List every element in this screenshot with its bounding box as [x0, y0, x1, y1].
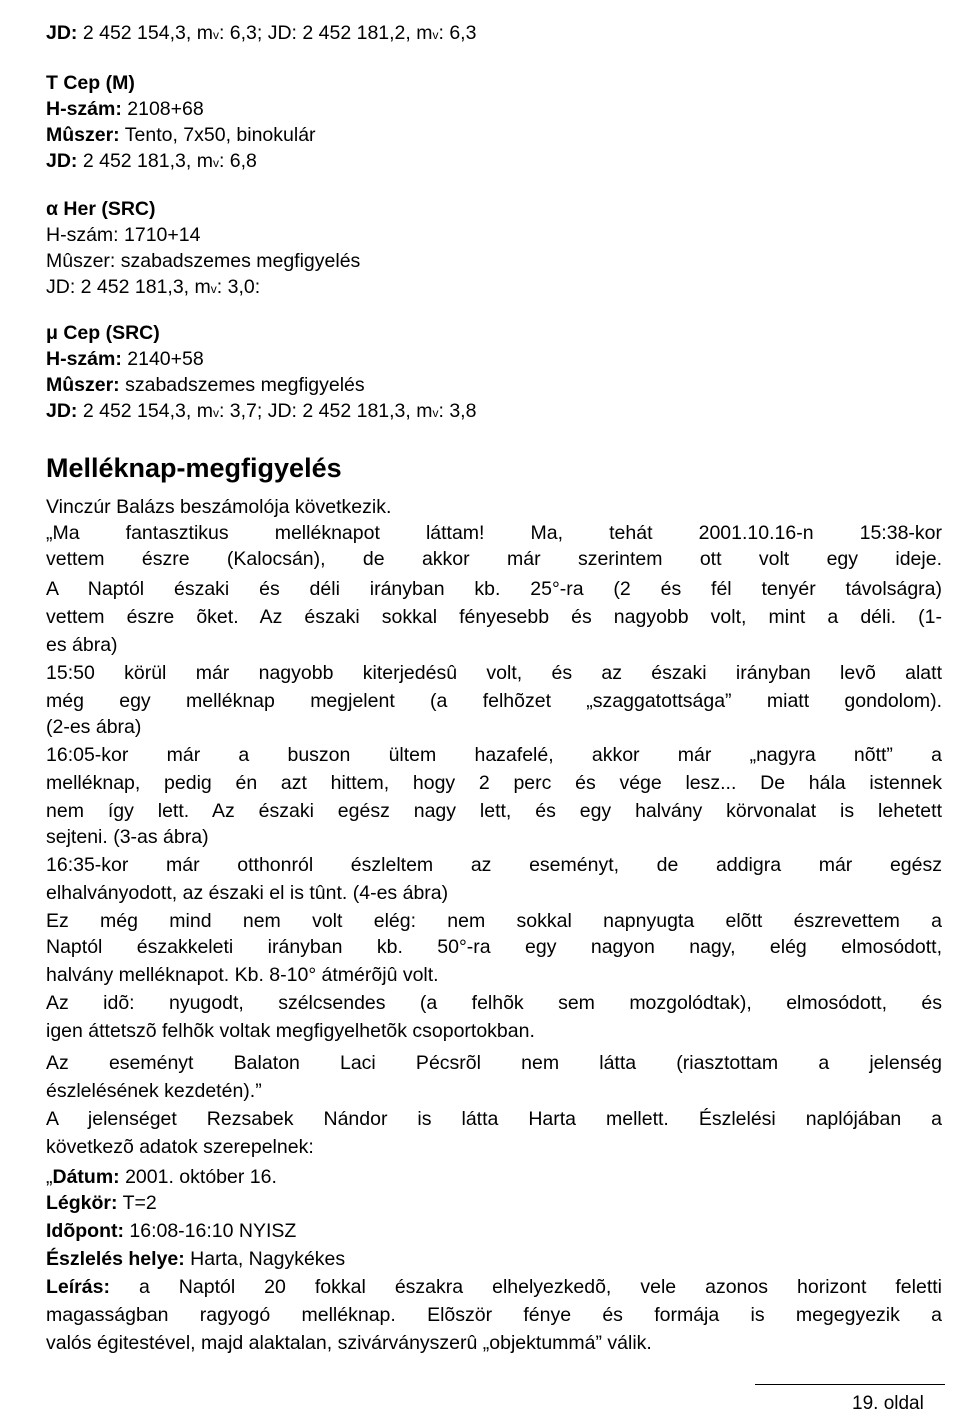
- subscript: v: [212, 156, 219, 170]
- tcep-jd: [46, 148, 257, 176]
- field-value: T=2: [117, 1192, 157, 1214]
- tcep-muszer: [46, 122, 316, 148]
- report-line: A Naptól északi és déli irányban kb. 25°-ra (2 és fél tenyér távolságra): [46, 578, 942, 600]
- field-value: 2 452 154,3, m: [77, 400, 213, 422]
- field-value: 2001. október 16.: [119, 1166, 277, 1188]
- report-line: „Ma fantasztikus melléknapot láttam! Ma, tehát 2001.10.16-n 15:38-kor: [46, 522, 942, 544]
- report-line: Naptól északkeleti irányban kb. 50°-ra egy nagyon nagy, elég elmosódott,: [46, 936, 942, 958]
- field-value: : 3,8: [438, 400, 477, 422]
- field-value: JD: 2 452 181,3, m: [46, 276, 211, 298]
- field-label: H-szám:: [46, 98, 122, 120]
- aher-muszer: Mûszer: szabadszemes megfigyelés: [46, 250, 361, 272]
- subscript: v: [432, 406, 439, 420]
- subscript: v: [212, 28, 219, 42]
- field-label: Mûszer:: [46, 374, 120, 396]
- field-value: : 3,7; JD: 2 452 181,3, m: [218, 400, 433, 422]
- star-name-aher: α Her (SRC): [46, 198, 156, 220]
- jd-label: JD:: [46, 22, 78, 44]
- field-value: 2108+68: [121, 98, 204, 120]
- report-line: (2-es ábra): [46, 716, 142, 738]
- subscript: v: [432, 28, 439, 42]
- log-place: [46, 1246, 345, 1272]
- field-value: 2140+58: [121, 348, 204, 370]
- field-label: Dátum:: [52, 1166, 120, 1188]
- tcep-hszam: [46, 96, 204, 122]
- field-label: H-szám:: [46, 348, 122, 370]
- report-line: 15:50 körül már nagyobb kiterjedésû volt, és az északi irányban levõ alatt: [46, 662, 942, 684]
- field-label: Légkör:: [46, 1192, 118, 1214]
- report-line: A jelenséget Rezsabek Nándor is látta Harta mellett. Észlelési naplójában a: [46, 1108, 942, 1130]
- log-desc-3: valós égitestével, majd alaktalan, szivárványszerû „objektummá” válik.: [46, 1332, 652, 1354]
- jd-value: : 6,3; JD: 2 452 181,2, m: [218, 22, 433, 44]
- field-value: Harta, Nagykékes: [184, 1248, 346, 1270]
- page-number: 19. oldal: [852, 1393, 924, 1414]
- report-line: Ez még mind nem volt elég: nem sokkal napnyugta elõtt észrevettem a: [46, 910, 942, 932]
- log-air: [46, 1190, 157, 1216]
- field-label: JD:: [46, 150, 78, 172]
- log-desc: [46, 1274, 942, 1300]
- report-line: Az eseményt Balaton Laci Pécsrõl nem látta (riasztottam a jelenség: [46, 1052, 942, 1074]
- mucep-hszam: [46, 346, 204, 372]
- mucep-jd: [46, 398, 476, 426]
- jd-line-top: [46, 20, 476, 48]
- log-date: [46, 1164, 277, 1190]
- field-value: : 3,0:: [216, 276, 261, 298]
- aher-hszam: H-szám: 1710+14: [46, 224, 201, 246]
- section-intro: Vinczúr Balázs beszámolója következik.: [46, 496, 392, 518]
- field-value: 16:08-16:10 NYISZ: [123, 1220, 297, 1242]
- report-line: es ábra): [46, 634, 118, 656]
- report-line: még egy melléknap megjelent (a felhõzet „szaggatottsága” miatt gondolom).: [46, 690, 942, 712]
- report-line: halvány melléknapot. Kb. 8-10° átmérõjû volt.: [46, 964, 439, 986]
- report-line: nem így lett. Az északi egész nagy lett, és egy halvány körvonalat is lehetett: [46, 800, 942, 822]
- field-value: : 6,8: [218, 150, 257, 172]
- section-title: Melléknap-megfigyelés: [46, 453, 342, 483]
- report-line: észlelésének kezdetén).”: [46, 1080, 262, 1102]
- report-line: következõ adatok szerepelnek:: [46, 1136, 314, 1158]
- field-value: a Naptól 20 fokkal északra elhelyezkedõ, vele azonos horizont feletti: [109, 1276, 942, 1298]
- log-desc-2: magasságban ragyogó melléknap. Elõször fénye és formája is megegyezik a: [46, 1304, 942, 1326]
- report-line: melléknap, pedig én azt hittem, hogy 2 perc és vége lesz... De hála istennek: [46, 772, 942, 794]
- report-line: vettem észre õket. Az északi sokkal fényesebb és nagyobb volt, mint a déli. (1-: [46, 606, 942, 628]
- field-value: szabadszemes megfigyelés: [119, 374, 365, 396]
- quote-mark: „: [46, 1166, 53, 1188]
- jd-value: : 6,3: [438, 22, 477, 44]
- field-label: Észlelés helye:: [46, 1248, 185, 1270]
- report-line: igen áttetszõ felhõk voltak megfigyelhetõk csoportokban.: [46, 1020, 535, 1042]
- aher-jd: [46, 274, 260, 302]
- field-value: 2 452 181,3, m: [77, 150, 213, 172]
- report-line: Az idõ: nyugodt, szélcsendes (a felhõk sem mozgolódtak), elmosódott, és: [46, 992, 942, 1014]
- subscript: v: [212, 406, 219, 420]
- field-label: JD:: [46, 400, 78, 422]
- subscript: v: [210, 282, 217, 296]
- field-label: Leírás:: [46, 1276, 110, 1298]
- report-line: 16:35-kor már otthonról észleltem az eseményt, de addigra már egész: [46, 854, 942, 876]
- log-time: [46, 1218, 296, 1244]
- star-name-tcep: T Cep (M): [46, 72, 135, 94]
- report-line: elhalványodott, az északi el is tûnt. (4-es ábra): [46, 882, 449, 904]
- field-label: Idõpont:: [46, 1220, 124, 1242]
- footer-rule: [755, 1384, 945, 1385]
- report-line: sejteni. (3-as ábra): [46, 826, 209, 848]
- field-value: Tento, 7x50, binokulár: [119, 124, 316, 146]
- report-line: 16:05-kor már a buszon ültem hazafelé, akkor már „nagyra nõtt” a: [46, 744, 942, 766]
- jd-value: 2 452 154,3, m: [77, 22, 213, 44]
- star-name-mucep: μ Cep (SRC): [46, 322, 160, 344]
- report-line: vettem észre (Kalocsán), de akkor már szerintem ott volt egy ideje.: [46, 548, 942, 570]
- field-label: Mûszer:: [46, 124, 120, 146]
- mucep-muszer: [46, 372, 365, 398]
